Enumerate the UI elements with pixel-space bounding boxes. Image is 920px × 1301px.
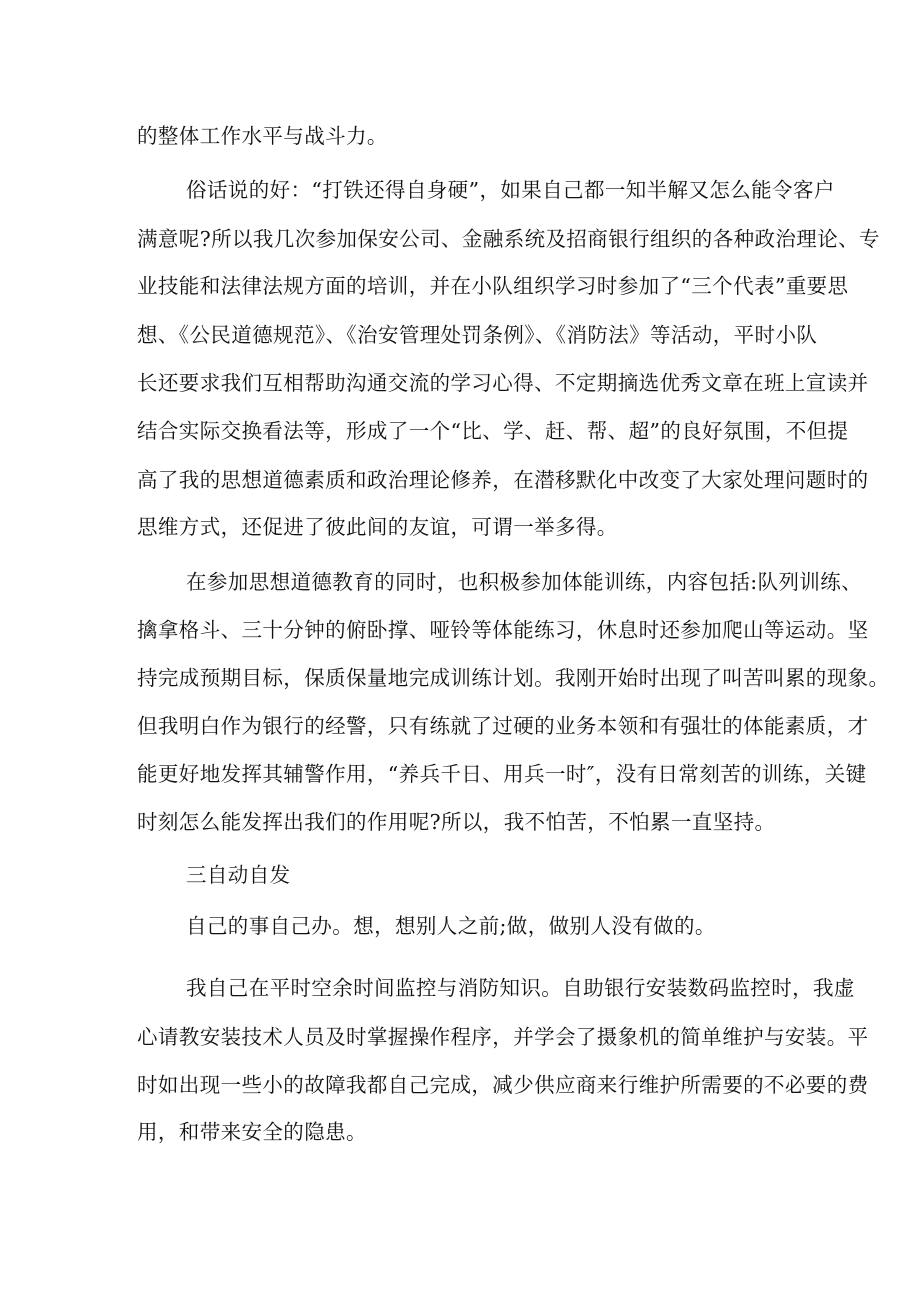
section-heading: 三自动自发 xyxy=(186,863,291,887)
line-p4-2: 心请教安装技术人员及时掌握操作程序，并学会了摄象机的简单维护与安装。平 xyxy=(137,1025,869,1049)
line-p4-4: 用，和带来安全的隐患。 xyxy=(137,1120,367,1144)
line-p2-1: 在参加思想道德教育的同时，也积极参加体能训练，内容包括:队列训练、 xyxy=(186,570,863,594)
line-p4-1: 我自己在平时空余时间监控与消防知识。自助银行安装数码监控时，我虚 xyxy=(186,976,855,1000)
line-p1-3: 业技能和法律法规方面的培训，并在小队组织学习时参加了“三个代表”重要思 xyxy=(137,274,849,298)
line-p2-4: 但我明白作为银行的经警，只有练就了过硬的业务本领和有强壮的体能素质，才 xyxy=(137,714,869,738)
line-p1-7: 高了我的思想道德素质和政治理论修养，在潜移默化中改变了大家处理问题时的 xyxy=(137,468,869,492)
line-p2-6: 时刻怎么能发挥出我们的作用呢?所以，我不怕苦，不怕累一直坚持。 xyxy=(137,810,776,834)
line-p1-6: 结合实际交换看法等，形成了一个“比、学、赶、帮、超”的良好氛围，不但提 xyxy=(137,419,849,443)
line-p2-5: 能更好地发挥其辅警作用，“养兵千日、用兵一时″，没有日常刻苦的训练，关键 xyxy=(137,762,867,786)
line-p1-4: 想、《公民道德规范》、《治安管理处罚条例》、《消防法》等活动，平时小队 xyxy=(137,323,818,347)
line-p4-3: 时如出现一些小的故障我都自己完成，减少供应商来行维护所需要的不必要的费 xyxy=(137,1073,869,1097)
line-p2-3: 持完成预期目标，保质保量地完成训练计划。我刚开始时出现了叫苦叫累的现象。 xyxy=(137,666,890,690)
line-p2-2: 擒拿格斗、三十分钟的俯卧撑、哑铃等体能练习，休息时还参加爬山等运动。坚 xyxy=(137,618,869,642)
line-p1-1: 俗话说的好：“打铁还得自身硬”，如果自己都一知半解又怎么能令客户 xyxy=(186,178,835,202)
line-p0-1: 的整体工作水平与战斗力。 xyxy=(137,124,388,148)
line-p1-5: 长还要求我们互相帮助沟通交流的学习心得、不定期摘选优秀文章在班上宣读并 xyxy=(137,371,869,395)
line-p3-1: 自己的事自己办。想，想别人之前;做，做别人没有做的。 xyxy=(186,914,716,938)
line-p1-8: 思维方式，还促进了彼此间的友谊，可谓一举多得。 xyxy=(137,515,618,539)
line-p1-2: 满意呢?所以我几次参加保安公司、金融系统及招商银行组织的各种政治理论、专 xyxy=(137,227,880,251)
